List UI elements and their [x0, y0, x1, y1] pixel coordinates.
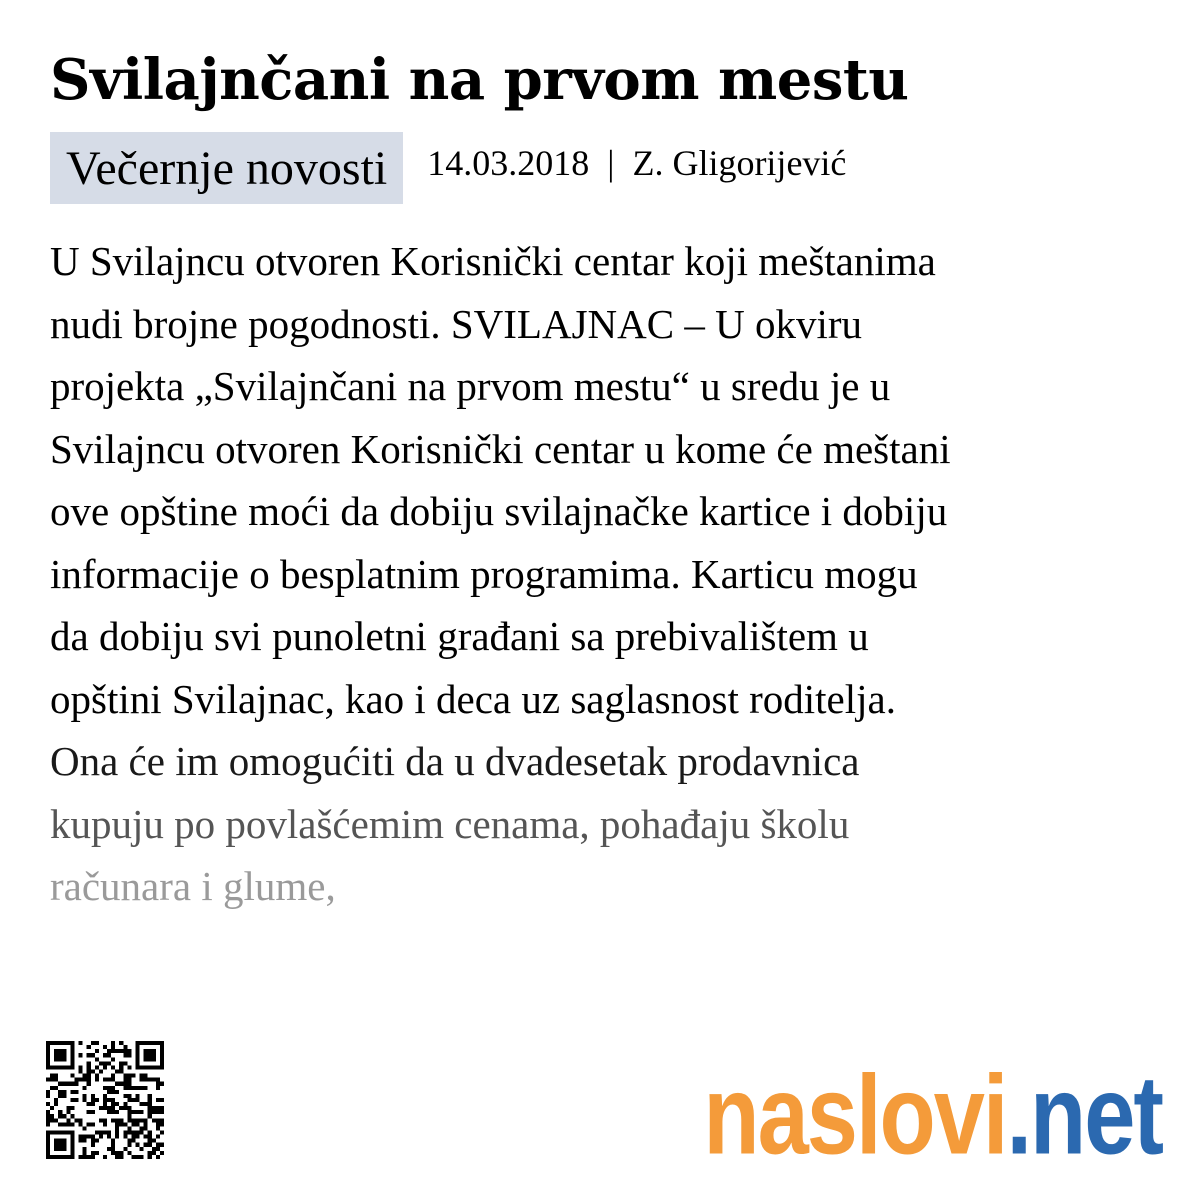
source-badge — [50, 132, 403, 204]
byline-separator: | — [607, 143, 615, 183]
author-name: Z. Gligorijević — [632, 143, 847, 183]
qr-code-icon — [46, 1036, 164, 1164]
article-meta — [50, 132, 846, 204]
naslovi-logo[interactable] — [703, 1035, 1162, 1179]
article-line: Svilajncu otvoren Korisnički centar u kome će meštani — [50, 425, 951, 472]
article-line: projekta „Svilajnčani na prvom mestu“ u sredu je u — [50, 363, 891, 409]
article-line: ove opštine moći da dobiju svilajnačke kartice i dobiju — [50, 488, 948, 534]
article-line: U Svilajncu otvoren Korisnički centar koji meštanima — [50, 238, 936, 284]
article-line: opštini Svilajnac, kao i deca uz saglasnost roditelja. — [50, 675, 896, 722]
logo-text-net: .net — [1006, 1053, 1162, 1179]
article-line: kupuju po povlašćemim cenama, pohađaju školu — [50, 800, 850, 847]
article-line: Ona će im omogućiti da u dvadesetak prodavnica — [50, 738, 860, 784]
article-line: informacije o besplatnim programima. Karticu mogu — [50, 550, 918, 597]
article-line: računara i glume, — [50, 863, 336, 909]
article-title: Svilajnčani na prvom mestu — [50, 47, 909, 113]
source-name: Večernje novosti — [66, 141, 388, 195]
logo-text-naslovi: naslovi — [703, 1053, 1007, 1179]
publish-date: 14.03.2018 — [427, 143, 590, 183]
byline — [427, 142, 846, 184]
article-body — [50, 230, 1160, 918]
article-line: nudi brojne pogodnosti. SVILAJNAC – U okviru — [50, 300, 863, 347]
article-line: da dobiju svi punoletni građani sa prebivalištem u — [50, 613, 869, 659]
